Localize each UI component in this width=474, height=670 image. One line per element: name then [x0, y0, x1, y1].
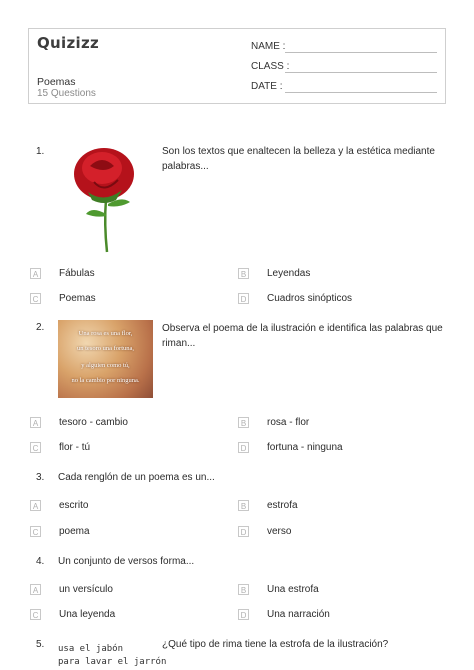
option-letter: D — [238, 293, 249, 304]
poem-line: Una rosa es una flor, — [78, 330, 133, 337]
date-label: DATE : — [251, 81, 283, 92]
question-text: Son los textos que enaltecen la belleza y la estética mediante palabras... — [162, 146, 435, 172]
option-letter: C — [30, 609, 41, 620]
date-field[interactable] — [251, 81, 282, 92]
class-label: CLASS : — [251, 61, 290, 72]
option-label: Una narración — [267, 609, 330, 620]
option-letter: B — [238, 268, 249, 279]
option-letter: C — [30, 293, 41, 304]
question-number: 3. — [36, 472, 45, 483]
option-label: estrofa — [267, 500, 298, 511]
question-number: 4. — [36, 556, 45, 567]
option-letter: A — [30, 268, 41, 279]
option-letter: A — [30, 500, 41, 511]
option-label: escrito — [59, 500, 89, 511]
option-label: Poemas — [59, 293, 96, 304]
option-label: Cuadros sinópticos — [267, 293, 353, 304]
option-letter: D — [238, 442, 249, 453]
question-count: 15 Questions — [37, 88, 96, 99]
question-number: 5. — [36, 639, 45, 650]
rhyme-line: usa el jabón — [58, 644, 124, 654]
poem-line: no la cambio por ninguna. — [71, 377, 140, 384]
option-label: Una leyenda — [59, 609, 116, 620]
class-field[interactable] — [251, 61, 289, 72]
option-letter: D — [238, 526, 249, 537]
name-field[interactable] — [251, 41, 285, 52]
option-label: Leyendas — [267, 268, 311, 279]
question-text: Observa el poema de la ilustración e identifica las palabras que riman... — [162, 323, 443, 349]
option-label: un versículo — [59, 584, 113, 595]
poem-line: y alguien como tú, — [81, 362, 130, 369]
rose-image — [64, 144, 142, 254]
option-letter: B — [238, 417, 249, 428]
option-letter: B — [238, 584, 249, 595]
option-letter: D — [238, 609, 249, 620]
option-letter: A — [30, 417, 41, 428]
question-number: 2. — [36, 322, 45, 333]
option-label: tesoro - cambio — [59, 417, 128, 428]
option-letter: A — [30, 584, 41, 595]
question-text: Cada renglón de un poema es un... — [58, 472, 215, 483]
rhyme-line: para lavar el jarrón — [58, 657, 167, 667]
option-letter: B — [238, 500, 249, 511]
worksheet-title: Poemas — [37, 76, 76, 88]
name-label: NAME : — [251, 41, 286, 52]
poem-line: un tesoro una fortuna, — [76, 345, 135, 352]
quizizz-logo: Quizizz — [37, 34, 100, 52]
option-label: Fábulas — [59, 268, 95, 279]
poem-image — [58, 320, 153, 398]
rhyme-image — [58, 643, 166, 669]
worksheet-header — [28, 28, 446, 104]
option-label: rosa - flor — [267, 417, 310, 428]
option-label: flor - tú — [59, 442, 91, 453]
question-text: ¿Qué tipo de rima tiene la estrofa de la ilustración? — [162, 639, 389, 650]
option-label: verso — [267, 526, 292, 537]
question-number: 1. — [36, 146, 45, 157]
option-letter: C — [30, 442, 41, 453]
option-label: fortuna - ninguna — [267, 442, 343, 453]
option-label: poema — [59, 526, 90, 537]
option-letter: C — [30, 526, 41, 537]
option-label: Una estrofa — [267, 584, 319, 595]
question-text: Un conjunto de versos forma... — [58, 556, 195, 567]
